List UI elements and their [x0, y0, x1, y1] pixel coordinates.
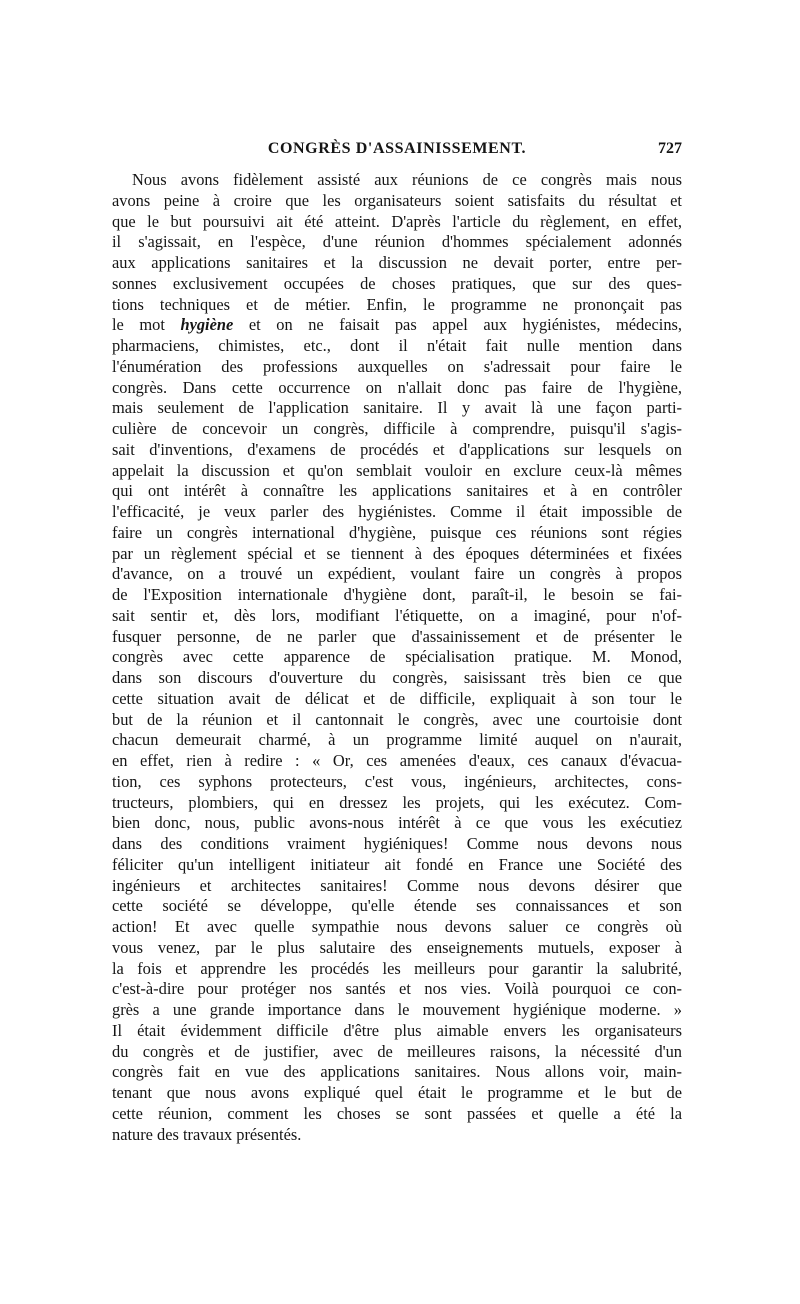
text-line: le mot hygiène et on ne faisait pas appel aux hygiénistes, médecins, — [112, 315, 682, 335]
text-line: avons peine à croire que les organisateurs soient satisfaits du résultat et — [112, 190, 682, 210]
body-paragraph — [112, 170, 682, 1145]
text-line: dans des conditions vraiment hygiéniques! Comme nous devons nous — [112, 834, 682, 853]
text-line: ingénieurs et architectes sanitaires! Comme nous devons désirer que — [112, 875, 682, 895]
running-head — [112, 140, 682, 164]
text-line: bien donc, nous, public avons-nous intérêt à ce que vous les exécutiez — [112, 813, 682, 833]
text-line: c'est-à-dire pour protéger nos santés et nos vies. Voilà pourquoi ce con- — [112, 979, 682, 999]
text-line: cette société se développe, qu'elle étende ses connaissances et son — [112, 896, 682, 916]
text-line: nature des travaux présentés. — [112, 1124, 302, 1144]
text-line: qui ont intérêt à connaître les applications sanitaires et à en contrôler — [112, 481, 682, 501]
text-line: congrès avec cette apparence de spécialisation pratique. M. Monod, — [112, 647, 682, 667]
text-line: culière de concevoir un congrès, difficile à comprendre, puisqu'il s'agis- — [112, 419, 682, 438]
text-line: d'avance, on a trouvé un expédient, voulant faire un congrès à propos — [112, 564, 682, 584]
text-line: par un règlement spécial et se tiennent à des époques déterminées et fixées — [112, 543, 682, 563]
text-line: sait d'inventions, d'examens de procédés et d'applications sur lesquels on — [112, 439, 682, 459]
text-line: tions techniques et de métier. Enfin, le programme ne prononçait pas — [112, 294, 682, 314]
text-line: il s'agissait, en l'espèce, d'une réunion d'hommes spécialement adonnés — [112, 232, 682, 252]
page-number: 727 — [658, 140, 682, 157]
text-line: chacun demeurait charmé, à un programme limité auquel on n'aurait, — [112, 730, 682, 750]
text-line: Nous avons fidèlement assisté aux réunions de ce congrès mais nous — [132, 170, 682, 189]
text-line: de l'Exposition internationale d'hygiène dont, paraît-il, le besoin se fai- — [112, 585, 682, 604]
text-line: la fois et apprendre les procédés les meilleurs pour garantir la salubrité, — [112, 958, 682, 978]
text-line: cette réunion, comment les choses se sont passées et quelle a été la — [112, 1103, 682, 1123]
text-line: mais seulement de l'application sanitaire. Il y avait là une façon parti- — [112, 398, 682, 418]
text-line: en effet, rien à redire : « Or, ces amenées d'eaux, ces canaux d'évacua- — [112, 751, 682, 770]
text-line: l'énumération des professions auxquelles on s'adressait pour faire le — [112, 356, 682, 376]
text-line: pharmaciens, chimistes, etc., dont il n'était fait nulle mention dans — [112, 336, 682, 355]
text-line: grès a une grande importance dans le mouvement hygiénique moderne. » — [112, 1000, 682, 1019]
text-line: dans son discours d'ouverture du congrès, saisissant très bien ce que — [112, 668, 682, 687]
text-line: cette situation avait de délicat et de difficile, expliquait à son tour le — [112, 688, 682, 708]
text-line: aux applications sanitaires et la discussion ne devait porter, entre per- — [112, 253, 682, 272]
text-line: vous venez, par le plus salutaire des enseignements mutuels, exposer à — [112, 937, 682, 957]
running-title: CONGRÈS D'ASSAINISSEMENT. — [267, 140, 527, 157]
text-line: que le but poursuivi ait été atteint. D'après l'article du règlement, en effet, — [112, 211, 682, 231]
text-line: tion, ces syphons protecteurs, c'est vous, ingénieurs, architectes, cons- — [112, 771, 682, 791]
text-line: appelait la discussion et qu'on semblait vouloir en exclure ceux-là mêmes — [112, 460, 682, 480]
text-line: Il était évidemment difficile d'être plus aimable envers les organisateurs — [112, 1020, 682, 1040]
text-line: féliciter qu'un intelligent initiateur ait fondé en France une Société des — [112, 854, 682, 874]
text-line: faire un congrès international d'hygiène, puisque ces réunions sont régies — [112, 522, 682, 542]
text-line: but de la réunion et il cantonnait le congrès, avec une courtoisie dont — [112, 709, 682, 729]
text-line: tenant que nous avons expliqué quel était le programme et le but de — [112, 1083, 682, 1102]
text-line: du congrès et de justifier, avec de meilleures raisons, la nécessité d'un — [112, 1041, 682, 1061]
text-line: congrès. Dans cette occurrence on n'allait donc pas faire de l'hygiène, — [112, 377, 682, 397]
text-line: action! Et avec quelle sympathie nous devons saluer ce congrès où — [112, 917, 682, 936]
text-line: tructeurs, plombiers, qui en dressez les projets, qui les exécutez. Com- — [112, 792, 682, 812]
text-line: l'efficacité, je veux parler des hygiénistes. Comme il était impossible de — [112, 502, 682, 521]
text-line: congrès fait en vue des applications sanitaires. Nous allons voir, main- — [112, 1062, 682, 1082]
text-line: sait sentir et, dès lors, modifiant l'étiquette, on a imaginé, pour n'of- — [112, 605, 682, 625]
text-line: fusquer personne, de ne parler que d'assainissement et de présenter le — [112, 626, 682, 646]
text-line: sonnes exclusivement occupées de choses pratiques, que sur des ques- — [112, 273, 682, 293]
